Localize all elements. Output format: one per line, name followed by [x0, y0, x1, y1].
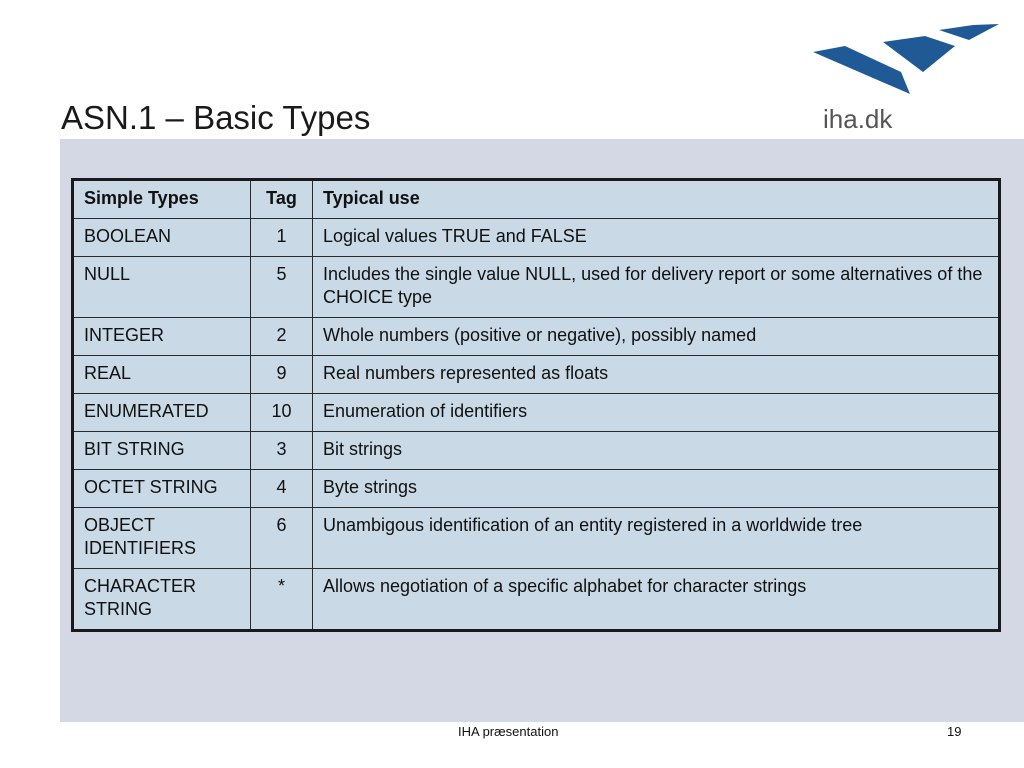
cell-tag: * [251, 569, 313, 631]
table-row [73, 219, 1000, 257]
cell-use: Logical values TRUE and FALSE [313, 219, 1000, 257]
iha-logo-icon [805, 20, 1010, 135]
cell-type: BOOLEAN [73, 219, 251, 257]
table-row [73, 470, 1000, 508]
cell-use: Allows negotiation of a specific alphabet for character strings [313, 569, 1000, 631]
cell-type: OCTET STRING [73, 470, 251, 508]
table-row [73, 356, 1000, 394]
cell-tag: 4 [251, 470, 313, 508]
cell-type: OBJECT IDENTIFIERS [73, 508, 251, 569]
slide-title: ASN.1 – Basic Types [61, 99, 371, 136]
footer-text: IHA præsentation [458, 724, 559, 739]
cell-use: Real numbers represented as floats [313, 356, 1000, 394]
cell-use: Byte strings [313, 470, 1000, 508]
table-row [73, 569, 1000, 631]
page-number: 19 [947, 724, 962, 739]
header-simple-types: Simple Types [73, 180, 251, 219]
header-tag: Tag [251, 180, 313, 219]
cell-tag: 9 [251, 356, 313, 394]
cell-tag: 5 [251, 257, 313, 318]
cell-use: Bit strings [313, 432, 1000, 470]
table-row [73, 318, 1000, 356]
logo-wing-1 [813, 46, 910, 94]
cell-type: BIT STRING [73, 432, 251, 470]
header-typical-use: Typical use [313, 180, 1000, 219]
cell-use: Enumeration of identifiers [313, 394, 1000, 432]
cell-tag: 3 [251, 432, 313, 470]
logo-text: iha.dk [823, 104, 893, 134]
cell-type: CHARACTER STRING [73, 569, 251, 631]
cell-type: NULL [73, 257, 251, 318]
logo-wing-3 [939, 24, 999, 40]
cell-use: Unambigous identification of an entity registered in a worldwide tree [313, 508, 1000, 569]
cell-use: Includes the single value NULL, used for delivery report or some alternatives of the CHOICE type [313, 257, 1000, 318]
iha-logo [805, 20, 1010, 135]
table-header-row [73, 180, 1000, 219]
table-row [73, 394, 1000, 432]
cell-tag: 2 [251, 318, 313, 356]
table-row [73, 432, 1000, 470]
cell-tag: 1 [251, 219, 313, 257]
cell-type: REAL [73, 356, 251, 394]
cell-type: ENUMERATED [73, 394, 251, 432]
cell-tag: 6 [251, 508, 313, 569]
cell-use: Whole numbers (positive or negative), possibly named [313, 318, 1000, 356]
cell-type: INTEGER [73, 318, 251, 356]
table-row [73, 257, 1000, 318]
cell-tag: 10 [251, 394, 313, 432]
logo-wing-2 [883, 36, 955, 72]
asn1-types-table [71, 178, 1001, 632]
table-row [73, 508, 1000, 569]
